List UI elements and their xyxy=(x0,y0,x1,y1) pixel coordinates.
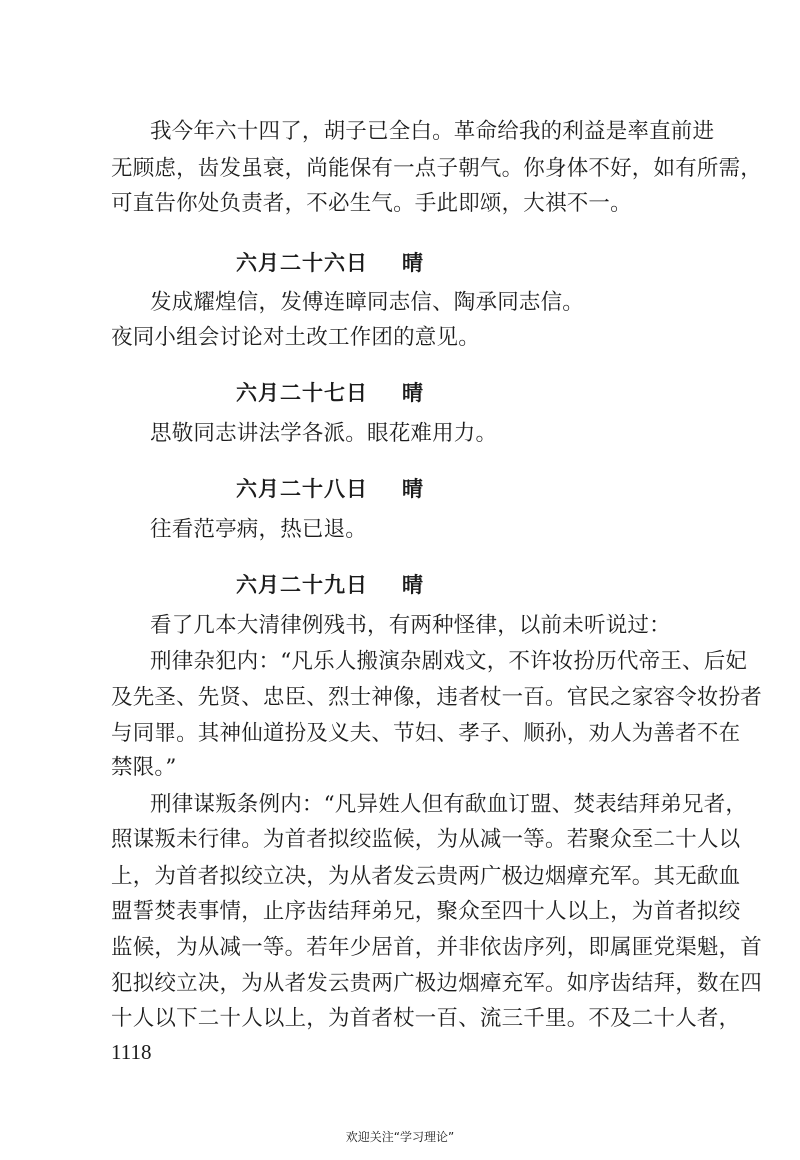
text-line: 禁限。” xyxy=(111,755,177,780)
text-line: 照谋叛未行律。为首者拟绞监候，为从减一等。若聚众至二十人以 xyxy=(111,827,741,852)
text-line: 往看范亭病，热已退。 xyxy=(150,517,368,542)
text-line: 无顾虑，齿发虽衰，尚能保有一点子朝气。你身体不好，如有所需， xyxy=(111,156,763,181)
text-line: 思敬同志讲法学各派。眼花难用力。 xyxy=(150,421,498,446)
text-line: 夜同小组会讨论对土改工作团的意见。 xyxy=(111,325,480,350)
diary-date-heading xyxy=(236,248,424,278)
date: 六月二十九日 xyxy=(236,573,368,597)
diary-date-heading xyxy=(236,570,424,600)
text-line: 刑律杂犯内：“凡乐人搬演杂剧戏文，不许妆扮历代帝王、后妃 xyxy=(150,649,748,674)
text-line: 十人以下二十人以上，为首者杖一百、流三千里。不及二十人者， xyxy=(111,1006,741,1031)
diary-date-heading xyxy=(236,474,424,504)
text-line: 与同罪。其神仙道扮及义夫、节妇、孝子、顺孙，劝人为善者不在 xyxy=(111,721,741,746)
footer-note: 欢迎关注“学习理论” xyxy=(345,1130,455,1144)
text-line: 监候，为从减一等。若年少居首，并非依齿序列，即属匪党渠魁，首 xyxy=(111,935,763,960)
date: 六月二十七日 xyxy=(236,381,368,405)
weather: 晴 xyxy=(402,573,424,597)
weather: 晴 xyxy=(402,477,424,501)
date: 六月二十六日 xyxy=(236,251,368,275)
text-line: 我今年六十四了，胡子已全白。革命给我的利益是率直前进 xyxy=(150,119,715,144)
text-line: 刑律谋叛条例内：“凡异姓人但有歃血订盟、焚表结拜弟兄者， xyxy=(150,792,748,817)
text-line: 上，为首者拟绞立决，为从者发云贵两广极边烟瘴充军。其无歃血 xyxy=(111,864,741,889)
text-line: 犯拟绞立决，为从者发云贵两广极边烟瘴充军。如序齿结拜，数在四 xyxy=(111,971,763,996)
weather: 晴 xyxy=(402,251,424,275)
text-line: 看了几本大清律例残书，有两种怪律，以前未听说过： xyxy=(150,613,671,638)
text-line: 可直告你处负责者，不必生气。手此即颂，大祺不一。 xyxy=(111,191,632,216)
text-line: 盟誓焚表事情，止序齿结拜弟兄，聚众至四十人以上，为首者拟绞 xyxy=(111,899,741,924)
text-line: 及先圣、先贤、忠臣、烈士神像，违者杖一百。官民之家容令妆扮者 xyxy=(111,685,763,710)
date: 六月二十八日 xyxy=(236,477,368,501)
weather: 晴 xyxy=(402,381,424,405)
page-number: 1118 xyxy=(111,1040,152,1064)
text-line: 发成耀煌信，发傅连暲同志信、陶承同志信。 xyxy=(150,290,585,315)
diary-date-heading xyxy=(236,378,424,408)
